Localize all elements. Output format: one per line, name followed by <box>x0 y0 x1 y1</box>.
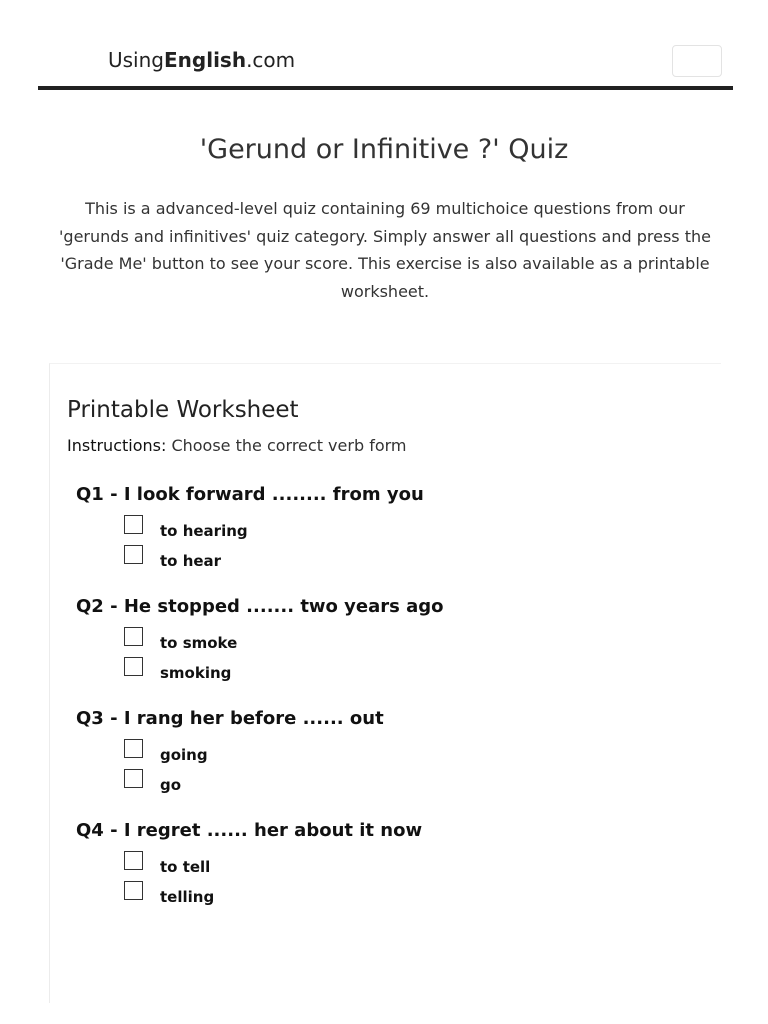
question-3 <box>76 708 696 797</box>
question-4 <box>76 820 696 909</box>
worksheet-card <box>49 363 721 1003</box>
answer-checkbox[interactable] <box>124 545 143 564</box>
question-text: Q1 - I look forward ........ from you <box>76 484 424 505</box>
question-2 <box>76 596 696 685</box>
instructions-text: Choose the correct verb form <box>166 436 407 455</box>
answer-checkbox[interactable] <box>124 851 143 870</box>
logo-prefix: Using <box>108 48 164 72</box>
answer-label: to tell <box>160 858 211 876</box>
question-text: Q3 - I rang her before ...... out <box>76 708 384 729</box>
answer-checkbox[interactable] <box>124 739 143 758</box>
answer-label: going <box>160 746 208 764</box>
answer-option[interactable] <box>124 849 696 879</box>
answer-checkbox[interactable] <box>124 881 143 900</box>
answer-option[interactable] <box>124 737 696 767</box>
answer-label: go <box>160 776 182 794</box>
answer-option[interactable] <box>124 543 696 573</box>
answer-label: to smoke <box>160 634 238 652</box>
instructions-label: Instructions: <box>67 436 167 455</box>
question-1 <box>76 484 696 573</box>
logo-bold: English <box>164 48 247 72</box>
answer-option[interactable] <box>124 513 696 543</box>
answer-option[interactable] <box>124 879 696 909</box>
answer-label: to hearing <box>160 522 248 540</box>
worksheet-title: Printable Worksheet <box>67 397 299 423</box>
answer-label: telling <box>160 888 215 906</box>
answer-label: to hear <box>160 552 222 570</box>
question-text: Q2 - He stopped ....... two years ago <box>76 596 444 617</box>
intro-text: This is a advanced-level quiz containing 69 multichoice questions from our 'gerunds and infinitives' quiz category. Simply answer all questions and press the 'Grade Me' button to see your score. This exercise is also available as a printable worksheet. <box>59 199 711 301</box>
answer-checkbox[interactable] <box>124 657 143 676</box>
site-header <box>38 40 733 90</box>
answer-label: smoking <box>160 664 232 682</box>
answer-option[interactable] <box>124 767 696 797</box>
site-logo[interactable] <box>108 48 295 72</box>
answer-checkbox[interactable] <box>124 769 143 788</box>
page-title: 'Gerund or Infinitive ?' Quiz <box>199 134 569 165</box>
answer-checkbox[interactable] <box>124 627 143 646</box>
question-text: Q4 - I regret ...... her about it now <box>76 820 423 841</box>
answer-checkbox[interactable] <box>124 515 143 534</box>
instructions <box>67 436 407 455</box>
answer-option[interactable] <box>124 625 696 655</box>
menu-toggle-button[interactable] <box>672 45 722 77</box>
answer-option[interactable] <box>124 655 696 685</box>
logo-suffix: .com <box>246 48 296 72</box>
